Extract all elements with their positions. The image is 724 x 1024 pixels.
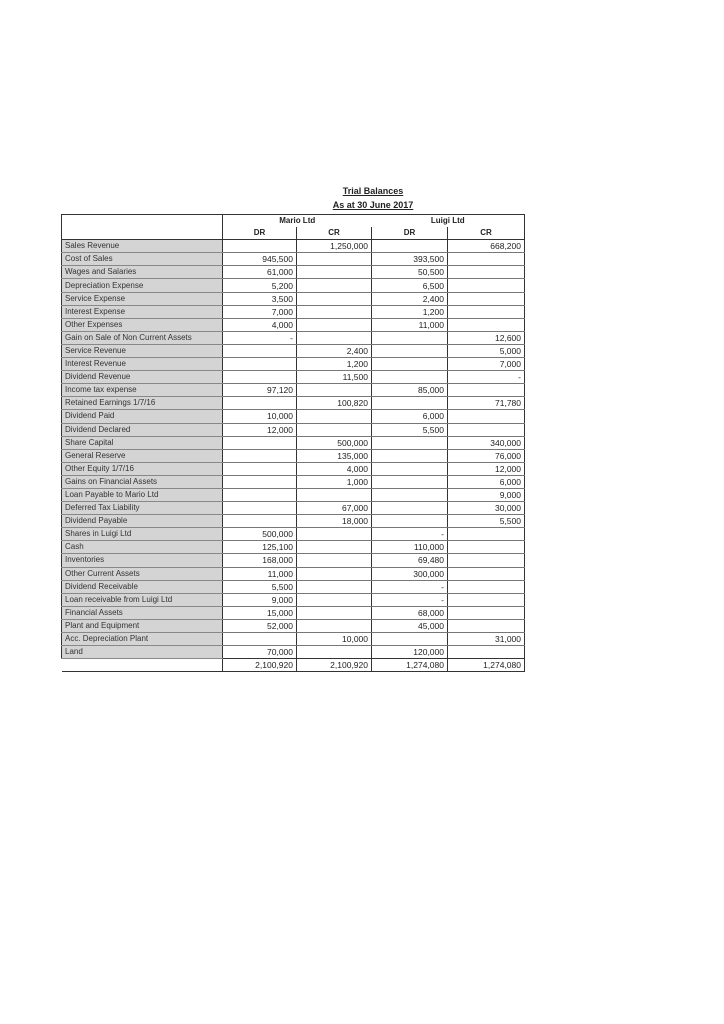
luigi-cr-cell (448, 567, 525, 580)
mario-cr-cell (297, 554, 372, 567)
luigi-cr-cell (448, 279, 525, 292)
table-row (62, 515, 525, 528)
mario-dr-cell (223, 358, 297, 371)
mario-cr-cell (297, 423, 372, 436)
account-label: Retained Earnings 1/7/16 (62, 397, 223, 410)
company-mario-header: Mario Ltd (223, 215, 372, 228)
luigi-dr-cell: 1,200 (372, 305, 448, 318)
luigi-dr-cell: 2,400 (372, 292, 448, 305)
luigi-dr-cell: 11,000 (372, 318, 448, 331)
luigi-cr-cell (448, 606, 525, 619)
account-label: Dividend Declared (62, 423, 223, 436)
table-row (62, 397, 525, 410)
account-label: Other Expenses (62, 318, 223, 331)
luigi-cr-cell: 5,500 (448, 515, 525, 528)
luigi-dr-cell: 68,000 (372, 606, 448, 619)
column-header-row (62, 227, 525, 240)
mario-dr-cell: 61,000 (223, 266, 297, 279)
mario-cr-cell (297, 305, 372, 318)
mario-cr-cell (297, 410, 372, 423)
luigi-cr-cell: 12,000 (448, 462, 525, 475)
mario-dr-cell (223, 371, 297, 384)
mario-dr-cell: 10,000 (223, 410, 297, 423)
mario-dr-cell: 12,000 (223, 423, 297, 436)
luigi-dr-cell: 5,500 (372, 423, 448, 436)
table-row (62, 305, 525, 318)
mario-dr-header: DR (223, 227, 297, 240)
luigi-dr-cell (372, 436, 448, 449)
label-header-cell (62, 215, 223, 228)
account-label: Financial Assets (62, 606, 223, 619)
mario-cr-cell: 4,000 (297, 462, 372, 475)
mario-dr-cell: 168,000 (223, 554, 297, 567)
luigi-dr-cell (372, 371, 448, 384)
luigi-dr-cell (372, 475, 448, 488)
table-row (62, 502, 525, 515)
luigi-dr-cell: - (372, 593, 448, 606)
luigi-cr-cell (448, 318, 525, 331)
luigi-dr-cell (372, 449, 448, 462)
account-label: Dividend Revenue (62, 371, 223, 384)
mario-cr-cell (297, 567, 372, 580)
table-row (62, 554, 525, 567)
table-row (62, 384, 525, 397)
luigi-cr-cell: 6,000 (448, 475, 525, 488)
account-label: Share Capital (62, 436, 223, 449)
mario-dr-cell: 125,100 (223, 541, 297, 554)
luigi-dr-cell: 50,500 (372, 266, 448, 279)
luigi-cr-cell: 12,600 (448, 331, 525, 344)
table-row (62, 292, 525, 305)
mario-cr-cell: 135,000 (297, 449, 372, 462)
account-label: Dividend Paid (62, 410, 223, 423)
table-row (62, 318, 525, 331)
mario-dr-cell: 4,000 (223, 318, 297, 331)
mario-cr-cell (297, 318, 372, 331)
account-label: Deferred Tax Liability (62, 502, 223, 515)
luigi-dr-header: DR (372, 227, 448, 240)
luigi-cr-cell (448, 266, 525, 279)
mario-dr-cell: 500,000 (223, 528, 297, 541)
account-label: Income tax expense (62, 384, 223, 397)
mario-cr-cell (297, 488, 372, 501)
mario-dr-cell: 7,000 (223, 305, 297, 318)
luigi-cr-total: 1,274,080 (448, 659, 525, 672)
luigi-dr-cell (372, 515, 448, 528)
table-row (62, 619, 525, 632)
account-label: Service Revenue (62, 344, 223, 357)
luigi-cr-cell: 5,000 (448, 344, 525, 357)
account-label: Land (62, 646, 223, 659)
mario-dr-cell: 9,000 (223, 593, 297, 606)
luigi-cr-cell: 76,000 (448, 449, 525, 462)
mario-dr-cell (223, 344, 297, 357)
luigi-cr-cell: 340,000 (448, 436, 525, 449)
table-row (62, 436, 525, 449)
table-row (62, 266, 525, 279)
table-row (62, 371, 525, 384)
table-row (62, 646, 525, 659)
account-label: Interest Expense (62, 305, 223, 318)
luigi-dr-cell (372, 488, 448, 501)
luigi-cr-cell (448, 528, 525, 541)
luigi-cr-cell (448, 554, 525, 567)
account-label: Depreciation Expense (62, 279, 223, 292)
account-label: Other Current Assets (62, 567, 223, 580)
account-label: Loan Payable to Mario Ltd (62, 488, 223, 501)
luigi-cr-cell (448, 384, 525, 397)
mario-dr-cell: 97,120 (223, 384, 297, 397)
document-subtitle: As at 30 June 2017 (332, 200, 414, 210)
account-label: Dividend Receivable (62, 580, 223, 593)
mario-cr-cell (297, 279, 372, 292)
mario-dr-cell (223, 633, 297, 646)
luigi-cr-cell (448, 253, 525, 266)
account-label: Cash (62, 541, 223, 554)
mario-cr-cell (297, 593, 372, 606)
mario-dr-cell (223, 397, 297, 410)
mario-cr-cell (297, 292, 372, 305)
mario-cr-cell (297, 384, 372, 397)
account-label: Wages and Salaries (62, 266, 223, 279)
luigi-dr-cell (372, 358, 448, 371)
mario-cr-cell: 67,000 (297, 502, 372, 515)
account-label: Acc. Depreciation Plant (62, 633, 223, 646)
luigi-dr-cell: 393,500 (372, 253, 448, 266)
document-title: Trial Balances (342, 186, 404, 196)
luigi-cr-header: CR (448, 227, 525, 240)
mario-dr-cell: 945,500 (223, 253, 297, 266)
luigi-dr-cell: 300,000 (372, 567, 448, 580)
table-row (62, 423, 525, 436)
luigi-cr-cell: 9,000 (448, 488, 525, 501)
mario-cr-cell: 100,820 (297, 397, 372, 410)
luigi-dr-cell: 6,000 (372, 410, 448, 423)
luigi-cr-cell (448, 410, 525, 423)
mario-cr-cell: 10,000 (297, 633, 372, 646)
luigi-cr-cell (448, 580, 525, 593)
luigi-dr-cell (372, 633, 448, 646)
luigi-cr-cell: 7,000 (448, 358, 525, 371)
account-label: Plant and Equipment (62, 619, 223, 632)
mario-dr-cell: 3,500 (223, 292, 297, 305)
table-row (62, 449, 525, 462)
mario-cr-cell: 2,400 (297, 344, 372, 357)
mario-cr-cell: 18,000 (297, 515, 372, 528)
account-label: Interest Revenue (62, 358, 223, 371)
luigi-dr-cell: 45,000 (372, 619, 448, 632)
luigi-cr-cell (448, 619, 525, 632)
table-row (62, 633, 525, 646)
mario-dr-cell (223, 449, 297, 462)
luigi-cr-cell (448, 305, 525, 318)
mario-cr-cell: 500,000 (297, 436, 372, 449)
account-label: Gains on Financial Assets (62, 475, 223, 488)
totals-row (62, 659, 525, 672)
luigi-cr-cell (448, 292, 525, 305)
account-label: Shares in Luigi Ltd (62, 528, 223, 541)
mario-cr-cell (297, 619, 372, 632)
luigi-cr-cell (448, 423, 525, 436)
company-header-row (62, 215, 525, 228)
account-label: Loan receivable from Luigi Ltd (62, 593, 223, 606)
mario-dr-cell (223, 475, 297, 488)
mario-dr-cell: 11,000 (223, 567, 297, 580)
mario-dr-cell: 70,000 (223, 646, 297, 659)
mario-cr-cell (297, 253, 372, 266)
luigi-dr-cell (372, 397, 448, 410)
table-row (62, 462, 525, 475)
luigi-cr-cell: - (448, 371, 525, 384)
mario-dr-cell (223, 515, 297, 528)
table-row (62, 240, 525, 253)
mario-dr-total: 2,100,920 (223, 659, 297, 672)
mario-cr-cell: 1,250,000 (297, 240, 372, 253)
mario-cr-cell (297, 606, 372, 619)
luigi-cr-cell: 30,000 (448, 502, 525, 515)
table-row (62, 488, 525, 501)
luigi-dr-cell (372, 502, 448, 515)
mario-dr-cell: 5,500 (223, 580, 297, 593)
account-label: Service Expense (62, 292, 223, 305)
mario-cr-cell (297, 266, 372, 279)
mario-cr-cell (297, 528, 372, 541)
table-row (62, 541, 525, 554)
company-luigi-header: Luigi Ltd (372, 215, 525, 228)
mario-dr-cell (223, 502, 297, 515)
table-row (62, 279, 525, 292)
luigi-cr-cell (448, 541, 525, 554)
table-row (62, 606, 525, 619)
table-row (62, 358, 525, 371)
totals-label-cell (62, 659, 223, 672)
mario-dr-cell: 15,000 (223, 606, 297, 619)
mario-dr-cell (223, 436, 297, 449)
mario-cr-cell: 1,200 (297, 358, 372, 371)
luigi-dr-total: 1,274,080 (372, 659, 448, 672)
account-label: Gain on Sale of Non Current Assets (62, 331, 223, 344)
luigi-cr-cell: 31,000 (448, 633, 525, 646)
mario-dr-cell: - (223, 331, 297, 344)
table-row (62, 475, 525, 488)
account-label: Cost of Sales (62, 253, 223, 266)
mario-cr-cell (297, 646, 372, 659)
luigi-cr-cell (448, 593, 525, 606)
mario-dr-cell (223, 240, 297, 253)
luigi-cr-cell (448, 646, 525, 659)
table-row (62, 344, 525, 357)
table-row (62, 528, 525, 541)
trial-balance-table (61, 214, 525, 672)
mario-cr-cell: 1,000 (297, 475, 372, 488)
account-label: Inventories (62, 554, 223, 567)
table-row (62, 567, 525, 580)
table-row (62, 331, 525, 344)
table-row (62, 593, 525, 606)
luigi-dr-cell: 110,000 (372, 541, 448, 554)
mario-dr-cell: 52,000 (223, 619, 297, 632)
luigi-dr-cell: - (372, 580, 448, 593)
luigi-dr-cell: 69,480 (372, 554, 448, 567)
luigi-dr-cell (372, 462, 448, 475)
luigi-dr-cell (372, 240, 448, 253)
account-label: General Reserve (62, 449, 223, 462)
account-label: Sales Revenue (62, 240, 223, 253)
mario-cr-cell (297, 541, 372, 554)
luigi-dr-cell: 120,000 (372, 646, 448, 659)
table-row (62, 253, 525, 266)
luigi-dr-cell: 85,000 (372, 384, 448, 397)
mario-dr-cell (223, 462, 297, 475)
mario-dr-cell: 5,200 (223, 279, 297, 292)
mario-cr-header: CR (297, 227, 372, 240)
luigi-dr-cell: - (372, 528, 448, 541)
label-header-cell (62, 227, 223, 240)
luigi-dr-cell (372, 331, 448, 344)
luigi-cr-cell: 71,780 (448, 397, 525, 410)
account-label: Dividend Payable (62, 515, 223, 528)
mario-cr-total: 2,100,920 (297, 659, 372, 672)
mario-cr-cell: 11,500 (297, 371, 372, 384)
account-label: Other Equity 1/7/16 (62, 462, 223, 475)
luigi-cr-cell: 668,200 (448, 240, 525, 253)
mario-cr-cell (297, 580, 372, 593)
luigi-dr-cell (372, 344, 448, 357)
mario-cr-cell (297, 331, 372, 344)
table-row (62, 410, 525, 423)
luigi-dr-cell: 6,500 (372, 279, 448, 292)
table-row (62, 580, 525, 593)
mario-dr-cell (223, 488, 297, 501)
